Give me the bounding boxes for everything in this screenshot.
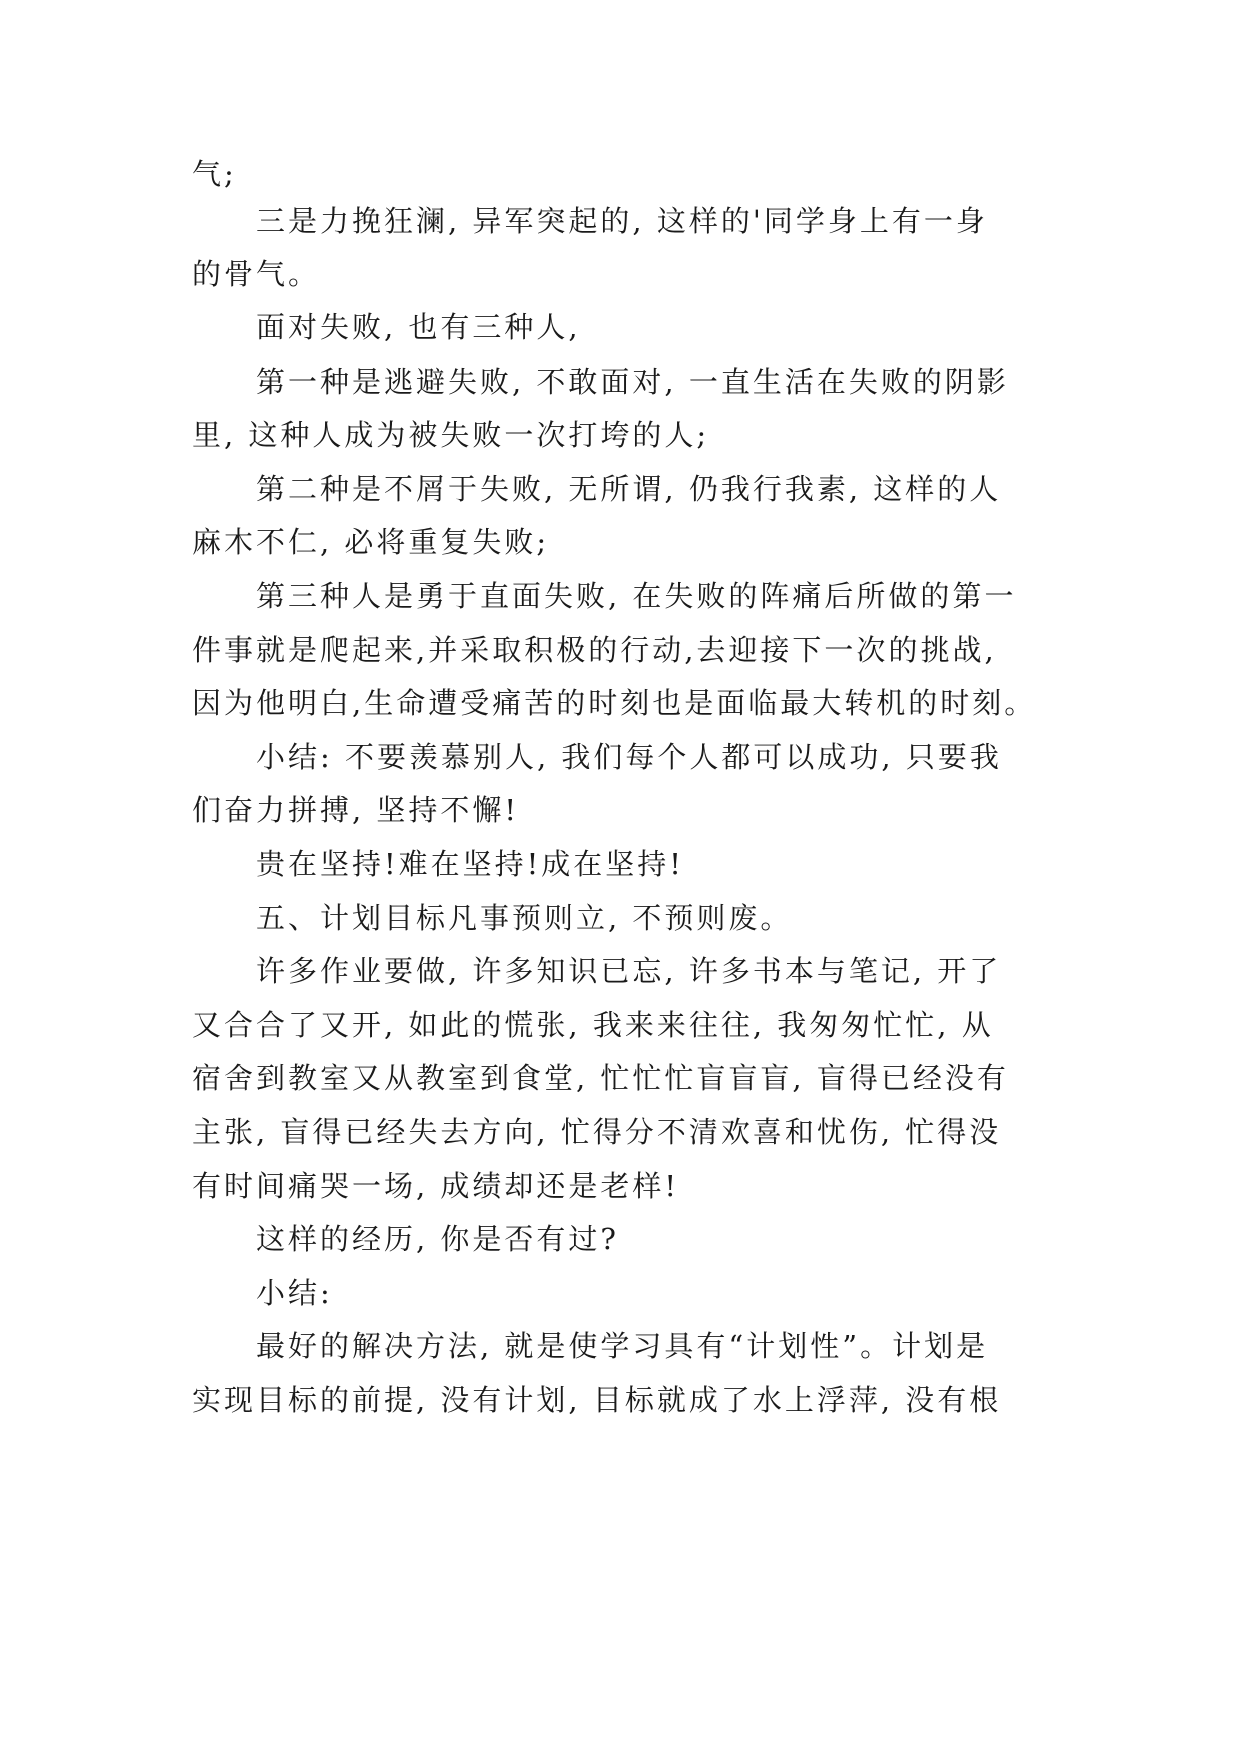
text-line: 宿舍到教室又从教室到食堂, 忙忙忙盲盲盲, 盲得已经没有 bbox=[192, 1061, 1009, 1095]
paragraph: 这样的经历, 你是否有过? bbox=[256, 1222, 619, 1256]
paragraph: 最好的解决方法, 就是使学习具有“计划性”。计划是 bbox=[256, 1329, 989, 1363]
paragraph: 小结: 不要羡慕别人, 我们每个人都可以成功, 只要我 bbox=[256, 740, 1002, 774]
paragraph: 许多作业要做, 许多知识已忘, 许多书本与笔记, 开了 bbox=[256, 954, 1002, 988]
text-line: 件事就是爬起来,并采取积极的行动,去迎接下一次的挑战, bbox=[192, 633, 997, 667]
paragraph: 贵在坚持!难在坚持!成在坚持! bbox=[256, 847, 684, 881]
text-line: 气; bbox=[192, 157, 237, 191]
text-line: 有时间痛哭一场, 成绩却还是老样! bbox=[192, 1169, 680, 1203]
text-line: 因为他明白,生命遭受痛苦的时刻也是面临最大转机的时刻。 bbox=[192, 686, 1037, 720]
paragraph: 面对失败, 也有三种人, bbox=[256, 310, 581, 344]
text-line: 里, 这种人成为被失败一次打垮的人; bbox=[192, 418, 710, 452]
paragraph: 第三种人是勇于直面失败, 在失败的阵痛后所做的第一 bbox=[256, 579, 1017, 613]
text-line: 主张, 盲得已经失去方向, 忙得分不清欢喜和忧伤, 忙得没 bbox=[192, 1115, 1002, 1149]
text-line: 实现目标的前提, 没有计划, 目标就成了水上浮萍, 没有根 bbox=[192, 1383, 1002, 1417]
section-heading: 五、计划目标凡事预则立, 不预则废。 bbox=[256, 901, 793, 935]
paragraph: 第一种是逃避失败, 不敢面对, 一直生活在失败的阴影 bbox=[256, 365, 1009, 399]
text-line: 麻木不仁, 必将重复失败; bbox=[192, 525, 550, 559]
paragraph: 小结: bbox=[256, 1276, 333, 1310]
paragraph: 第二种是不屑于失败, 无所谓, 仍我行我素, 这样的人 bbox=[256, 472, 1002, 506]
text-line: 的骨气。 bbox=[192, 257, 321, 291]
text-line: 们奋力拼搏, 坚持不懈! bbox=[192, 793, 520, 827]
paragraph: 三是力挽狂澜, 异军突起的, 这样的'同学身上有一身 bbox=[256, 204, 988, 238]
text-line: 又合合了又开, 如此的慌张, 我来来往往, 我匆匆忙忙, 从 bbox=[192, 1008, 994, 1042]
